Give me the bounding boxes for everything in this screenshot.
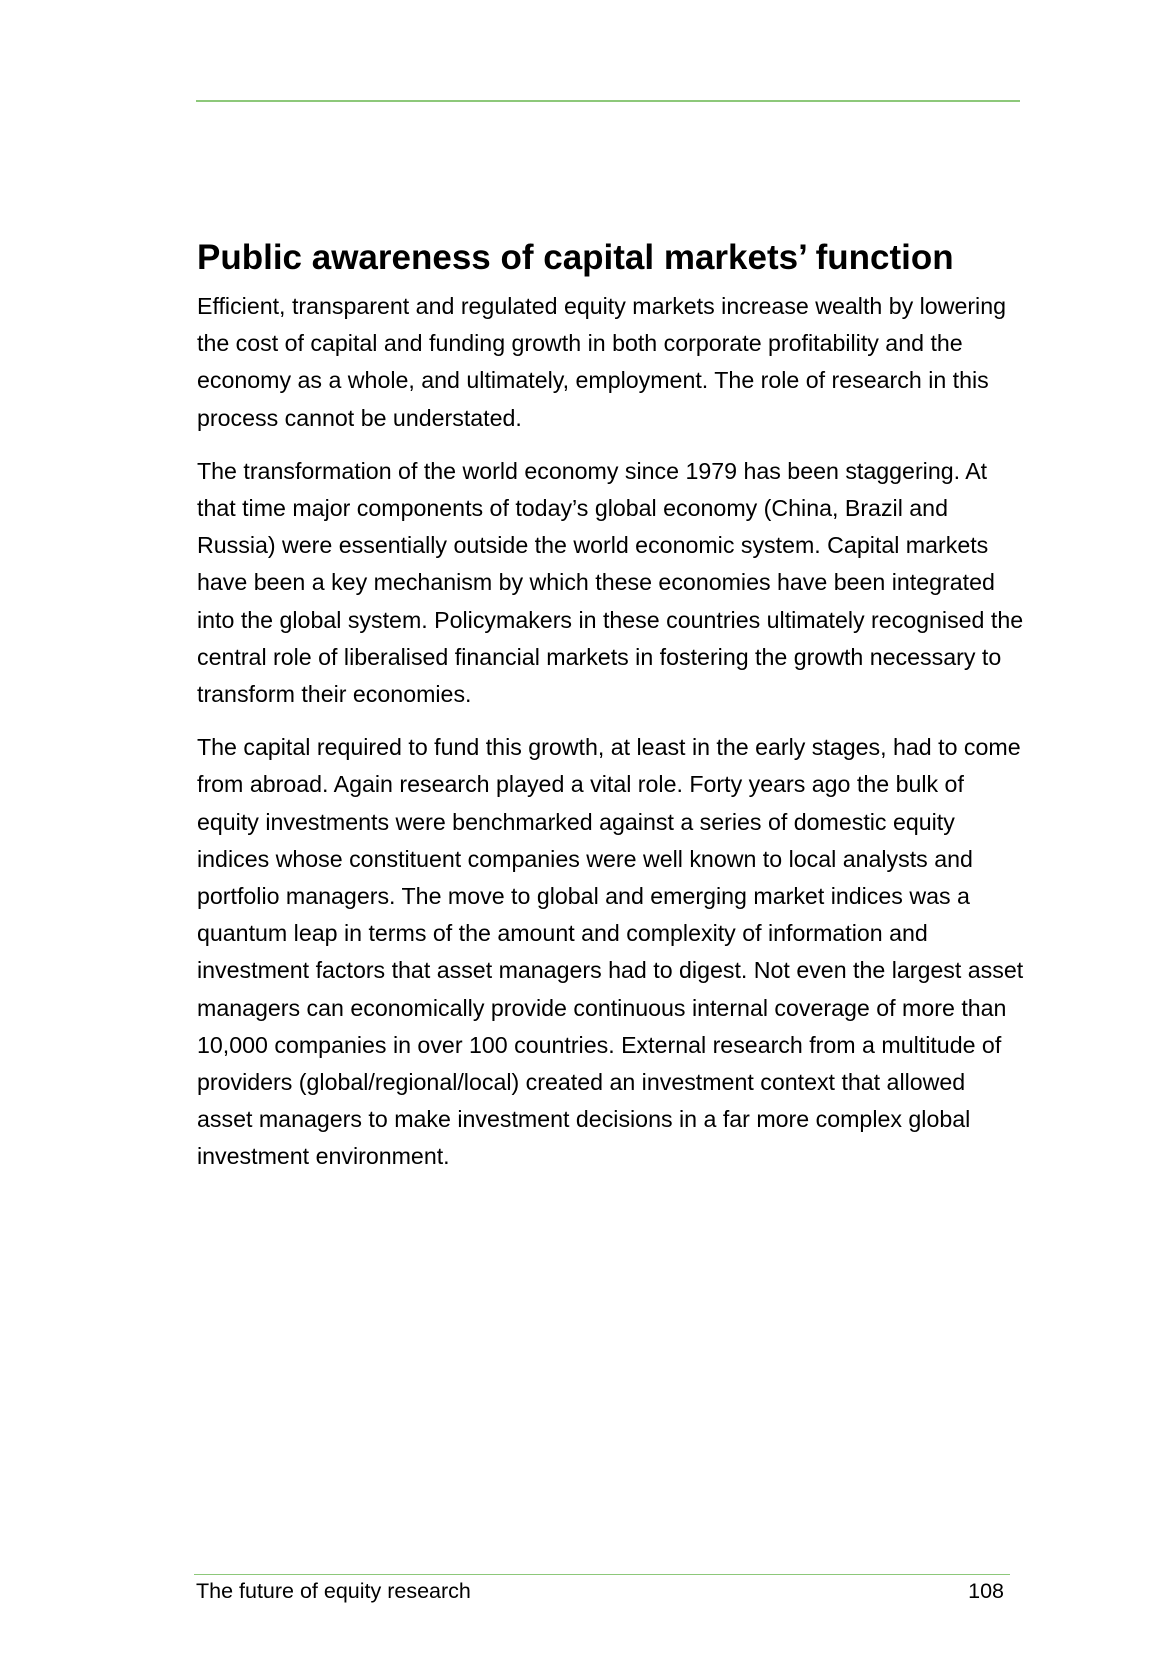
main-content <box>197 232 1027 1192</box>
page-footer <box>196 1576 1004 1606</box>
footer-publication-title: The future of equity research <box>196 1579 471 1603</box>
footer-rule <box>194 1574 1010 1575</box>
page-number: 108 <box>968 1579 1004 1603</box>
paragraph: The transformation of the world economy since 1979 has been staggering. At that time major components of today’s global economy (China, Brazil and Russia) were essentially outside the world economic system. Capital markets have been a key mechanism by which these economies have been integrated into the global system. Policymakers in these countries ultimately recognised the central role of liberalised financial markets in fostering the growth necessary to transform their economies. <box>197 457 1024 708</box>
header-rule <box>196 100 1020 102</box>
page-title: Public awareness of capital markets’ function <box>197 238 954 277</box>
paragraph: The capital required to fund this growth, at least in the early stages, had to come from abroad. Again research played a vital role. Forty years ago the bulk of equity investments were benchmarked against a series of domestic equity indices whose constituent companies were well known to local analysts and portfolio managers. The move to global and emerging market indices was a quantum leap in terms of the amount and complexity of information and investment factors that asset managers had to digest. Not even the largest asset managers can economically provide continuous internal coverage of more than 10,000 companies in over 100 countries. External research from a multitude of providers (global/regional/local) created an investment context that allowed asset managers to make investment decisions in a far more complex global investment environment. <box>197 734 1024 1170</box>
paragraph: Efficient, transparent and regulated equity markets increase wealth by lowering the cost of capital and funding growth in both corporate profitability and the economy as a whole, and ultimately, employment. The role of research in this process cannot be understated. <box>197 293 1007 431</box>
